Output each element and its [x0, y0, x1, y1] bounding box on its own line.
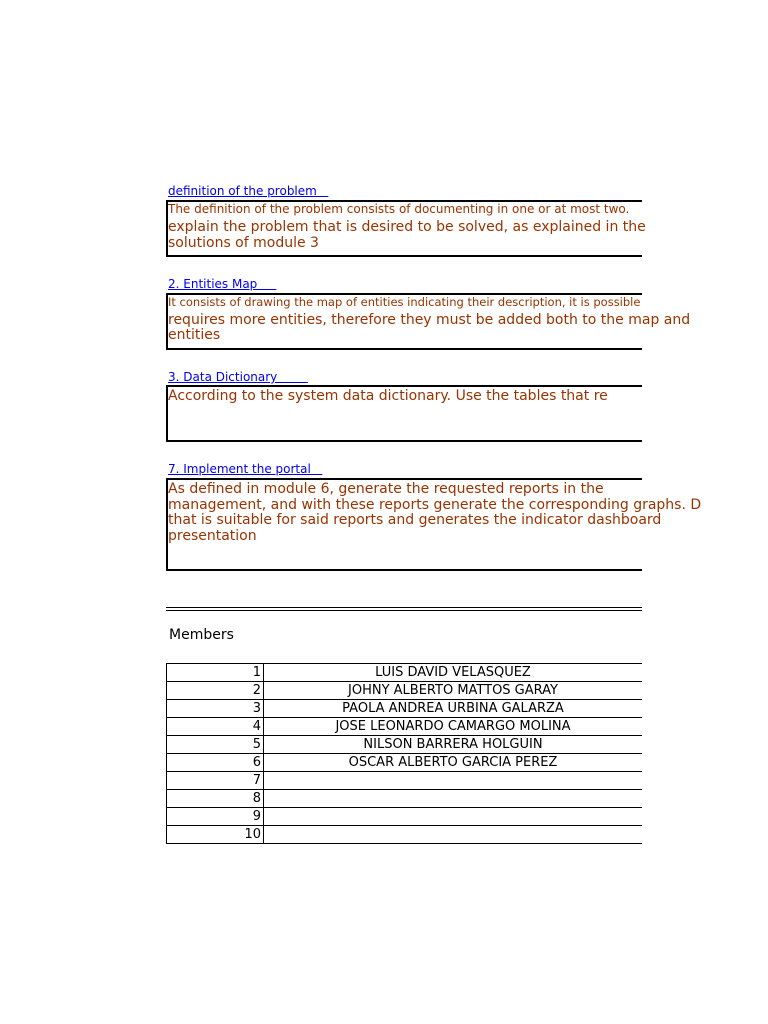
members-label: Members — [169, 627, 234, 643]
member-name: LUIS DAVID VELASQUEZ — [264, 664, 643, 682]
implement-portal-line-3: that is suitable for said reports and generates the indicator dashboard — [168, 512, 662, 528]
member-name — [264, 772, 643, 790]
member-name: JOHNY ALBERTO MATTOS GARAY — [264, 682, 643, 700]
table-row — [167, 718, 643, 736]
member-number: 2 — [167, 682, 264, 700]
double-rule-bottom — [166, 610, 642, 611]
member-name: JOSE LEONARDO CAMARGO MOLINA — [264, 718, 643, 736]
table-row — [167, 826, 643, 844]
table-row — [167, 772, 643, 790]
table-row — [167, 682, 643, 700]
members-table — [166, 663, 642, 844]
member-name — [264, 808, 643, 826]
member-name: PAOLA ANDREA URBINA GALARZA — [264, 700, 643, 718]
implement-portal-line-1: As defined in module 6, generate the requested reports in the — [168, 481, 604, 497]
table-row — [167, 790, 643, 808]
member-number: 3 — [167, 700, 264, 718]
entities-map-line-3: entities — [168, 327, 221, 343]
definition-line-1: The definition of the problem consists of documenting in one or at most two. — [168, 202, 630, 216]
table-row — [167, 736, 643, 754]
member-number: 7 — [167, 772, 264, 790]
double-rule-top — [166, 607, 642, 608]
member-name: NILSON BARRERA HOLGUIN — [264, 736, 643, 754]
table-row — [167, 664, 643, 682]
member-name — [264, 826, 643, 844]
section-heading-implement-portal-link[interactable]: 7. Implement the portal — [168, 462, 323, 476]
entities-map-line-2: requires more entities, therefore they must be added both to the map and — [168, 312, 691, 328]
definition-line-3: solutions of module 3 — [168, 235, 319, 251]
member-number: 6 — [167, 754, 264, 772]
table-row — [167, 808, 643, 826]
implement-portal-line-4: presentation — [168, 528, 257, 544]
section-heading-entities-map-link[interactable]: 2. Entities Map — [168, 277, 277, 291]
member-name: OSCAR ALBERTO GARCIA PEREZ — [264, 754, 643, 772]
member-name — [264, 790, 643, 808]
entities-map-line-1: It consists of drawing the map of entities indicating their description, it is possible — [168, 295, 641, 309]
member-number: 4 — [167, 718, 264, 736]
table-row — [167, 754, 643, 772]
data-dictionary-line-1: According to the system data dictionary. Use the tables that re — [168, 388, 608, 404]
section-heading-definition-link[interactable]: definition of the problem — [168, 184, 329, 198]
section-heading-data-dictionary-link[interactable]: 3. Data Dictionary — [168, 370, 308, 384]
member-number: 9 — [167, 808, 264, 826]
member-number: 8 — [167, 790, 264, 808]
table-row — [167, 700, 643, 718]
implement-portal-line-2: management, and with these reports generate the corresponding graphs. D — [168, 497, 702, 513]
definition-line-2: explain the problem that is desired to be solved, as explained in the — [168, 219, 646, 235]
member-number: 5 — [167, 736, 264, 754]
member-number: 1 — [167, 664, 264, 682]
member-number: 10 — [167, 826, 264, 844]
